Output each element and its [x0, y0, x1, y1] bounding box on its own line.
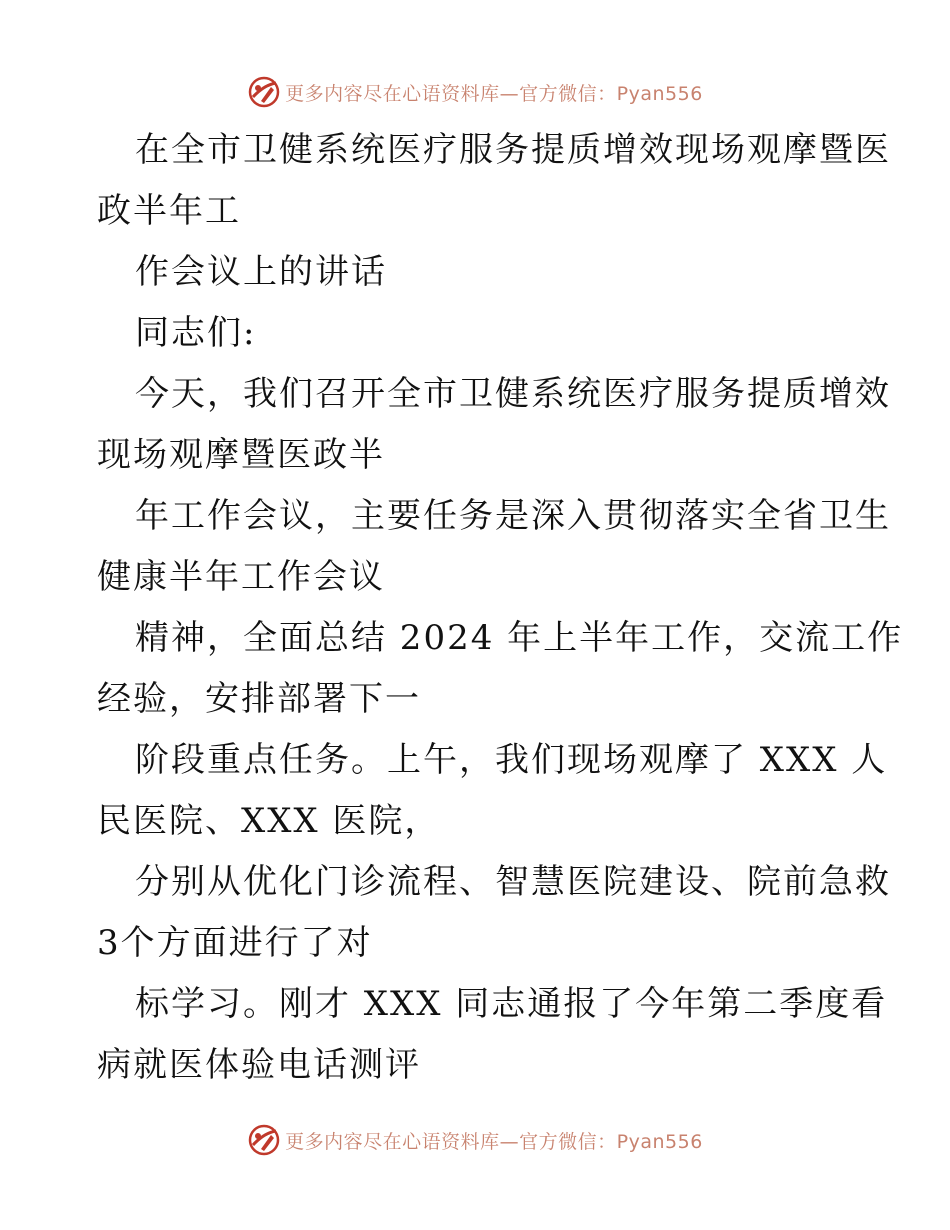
text-line: 同志们:: [135, 313, 257, 353]
text-line: 经验，安排部署下一: [97, 679, 421, 719]
brush-pen-logo-icon: [247, 75, 281, 109]
text-line: 年工作会议，主要任务是深入贯彻落实全省卫生: [135, 496, 891, 536]
watermark-text: 更多内容尽在心语资料库—官方微信：Pyan556: [285, 82, 703, 105]
text-line: 作会议上的讲话: [135, 252, 387, 292]
text-line: 现场观摩暨医政半: [97, 435, 385, 475]
header-watermark: [0, 72, 950, 112]
text-line: 分别从优化门诊流程、智慧医院建设、院前急救: [135, 862, 891, 902]
text-line: 在全市卫健系统医疗服务提质增效现场观摩暨医: [135, 130, 891, 170]
text-line: 病就医体验电话测评: [97, 1045, 421, 1085]
text-line: 阶段重点任务。上午，我们现场观摩了 XXX 人: [135, 740, 888, 780]
text-line: 标学习。刚才 XXX 同志通报了今年第二季度看: [135, 984, 888, 1024]
document-body: [97, 120, 904, 1096]
text-line: 精神，全面总结 2024 年上半年工作，交流工作: [135, 618, 904, 658]
footer-watermark: [0, 1120, 950, 1160]
text-line: 政半年工: [97, 191, 241, 231]
text-line: 今天，我们召开全市卫健系统医疗服务提质增效: [135, 374, 891, 414]
brush-pen-logo-icon: [247, 1123, 281, 1157]
text-line: 健康半年工作会议: [97, 557, 385, 597]
text-line: 3个方面进行了对: [97, 923, 373, 963]
text-line: 民医院、XXX 医院，: [97, 801, 441, 841]
watermark-text: 更多内容尽在心语资料库—官方微信：Pyan556: [285, 1130, 703, 1153]
